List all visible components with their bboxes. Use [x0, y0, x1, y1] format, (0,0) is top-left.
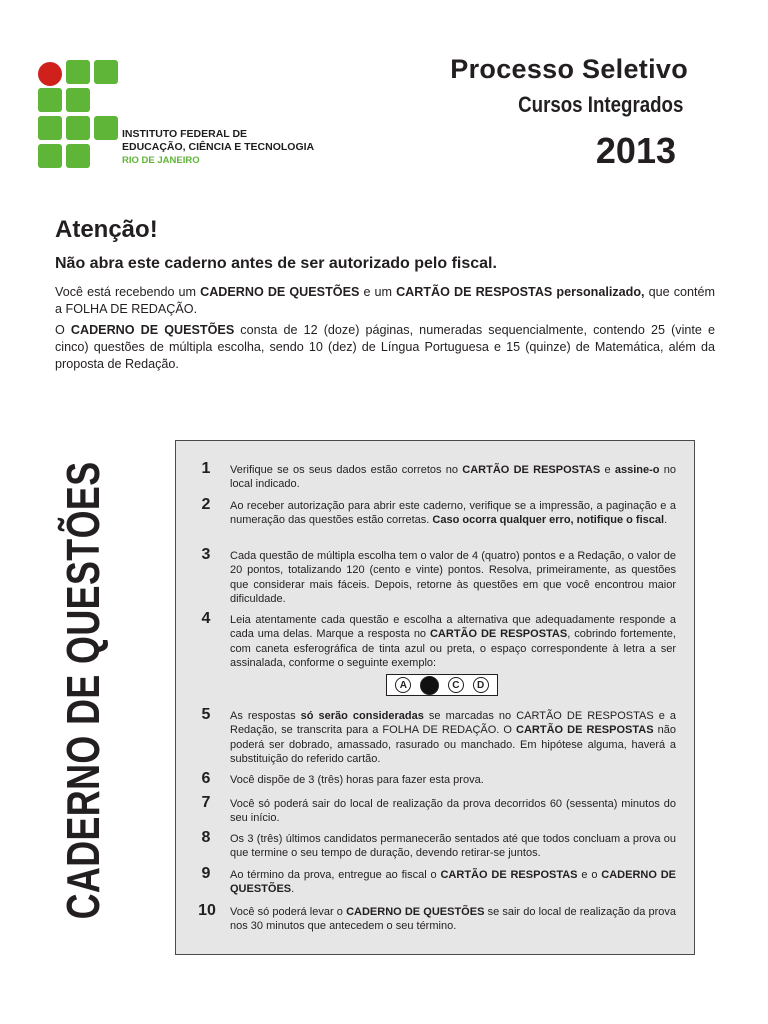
instruction-text: Cada questão de múltipla escolha tem o valor de 4 (quatro) pontos e a Redação, o valor de 20 pontos, totalizando 120 (cento e vinte) pontos. Resolva, primeiramente, as questões que considerar mais fáceis. Depois, retorne às questões em que você encontrou maior dificuldade.: [230, 550, 676, 605]
attention-subheading: Não abra este caderno antes de ser autorizado pelo fiscal.: [55, 255, 497, 272]
side-title: [48, 461, 118, 919]
side-title-text: CADERNO DE QUESTÕES: [57, 461, 109, 919]
instruction-number: 8: [201, 829, 211, 846]
instruction-text: As respostas só serão consideradas se marcadas no CARTÃO DE RESPOSTAS e a Redação, se transcrita para a FOLHA DE REDAÇÃO. O CARTÃO DE RESPOSTAS não poderá ser dobrado, amassado, rasurado ou manchado. Em hipótese alguma, haverá a substituição do referido cartão.: [230, 710, 676, 765]
institute-logo: [38, 60, 338, 170]
instruction-text: Os 3 (três) últimos candidatos permanecerão sentados até que todos concluam a prova ou que termine o seu tempo de duração, devendo retirar-se juntos.: [230, 833, 676, 860]
instruction-number: 7: [201, 794, 211, 811]
instruction-number: 2: [201, 496, 211, 513]
instruction-number: 1: [201, 460, 211, 477]
instruction-number: 6: [201, 770, 211, 787]
exam-subtitle: Cursos Integrados: [517, 92, 683, 117]
intro-paragraph-1: Você está recebendo um CADERNO DE QUESTÕES e um CARTÃO DE RESPOSTAS personalizado, que contém a FOLHA DE REDAÇÃO.: [55, 285, 716, 316]
institute-name-line2: EDUCAÇÃO, CIÊNCIA E TECNOLOGIA: [122, 141, 315, 153]
instruction-text: Ao receber autorização para abrir este caderno, verifique se a impressão, a paginação e a numeração das questões estão corretas. Caso ocorra qualquer erro, notifique o fiscal.: [230, 500, 676, 527]
institute-name: [122, 128, 314, 167]
instruction-text: Você só poderá levar o CADERNO DE QUESTÕES se sair do local de realização da prova nos 30 minutos que antecedem o seu término.: [230, 906, 676, 933]
intro-paragraph-2: O CADERNO DE QUESTÕES consta de 12 (doze) páginas, numeradas sequencialmente, contendo 25 (vinte e cinco) questões de múltipla escolha, sendo 10 (dez) de Língua Portuguesa e 15 (quinze) de Matemática, além da proposta de Redação.: [55, 323, 715, 371]
exam-year: 2013: [595, 130, 676, 171]
option-d-bubble: D: [473, 677, 489, 693]
instruction-text: Você só poderá sair do local de realização da prova decorridos 60 (sessenta) minutos do seu início.: [230, 798, 676, 825]
instructions-box: [175, 440, 695, 955]
instruction-text: Verifique se os seus dados estão corretos no CARTÃO DE RESPOSTAS e assine-o no local indicado.: [230, 464, 676, 491]
instruction-number: 4: [201, 610, 211, 627]
attention-heading: Atenção!: [55, 216, 158, 243]
option-b-filled-bubble: [420, 676, 439, 695]
option-a-bubble: A: [395, 677, 411, 693]
instruction-number: 10: [198, 902, 216, 919]
instruction-text: Leia atentamente cada questão e escolha a alternativa que adequadamente responde a cada uma delas. Marque a resposta no CARTÃO DE RESPOSTAS, cobrindo fortemente, com caneta esferográfica de tinta azul ou preta, o espaço correspondente à letra a ser assinalada, conforme o seguinte exemplo:: [230, 614, 676, 669]
instruction-number: 5: [201, 706, 211, 723]
exam-title: Processo Seletivo: [450, 54, 688, 84]
instruction-text: Você dispõe de 3 (três) horas para fazer esta prova.: [230, 774, 484, 786]
answer-example: [386, 674, 498, 696]
institute-name-line3: RIO DE JANEIRO: [122, 155, 200, 166]
institute-name-line1: INSTITUTO FEDERAL DE: [122, 128, 248, 140]
instruction-number: 9: [201, 865, 211, 882]
option-c-bubble: C: [448, 677, 464, 693]
instruction-number: 3: [201, 546, 211, 563]
instruction-text: Ao término da prova, entregue ao fiscal o CARTÃO DE RESPOSTAS e o CADERNO DE QUESTÕES.: [230, 869, 677, 896]
